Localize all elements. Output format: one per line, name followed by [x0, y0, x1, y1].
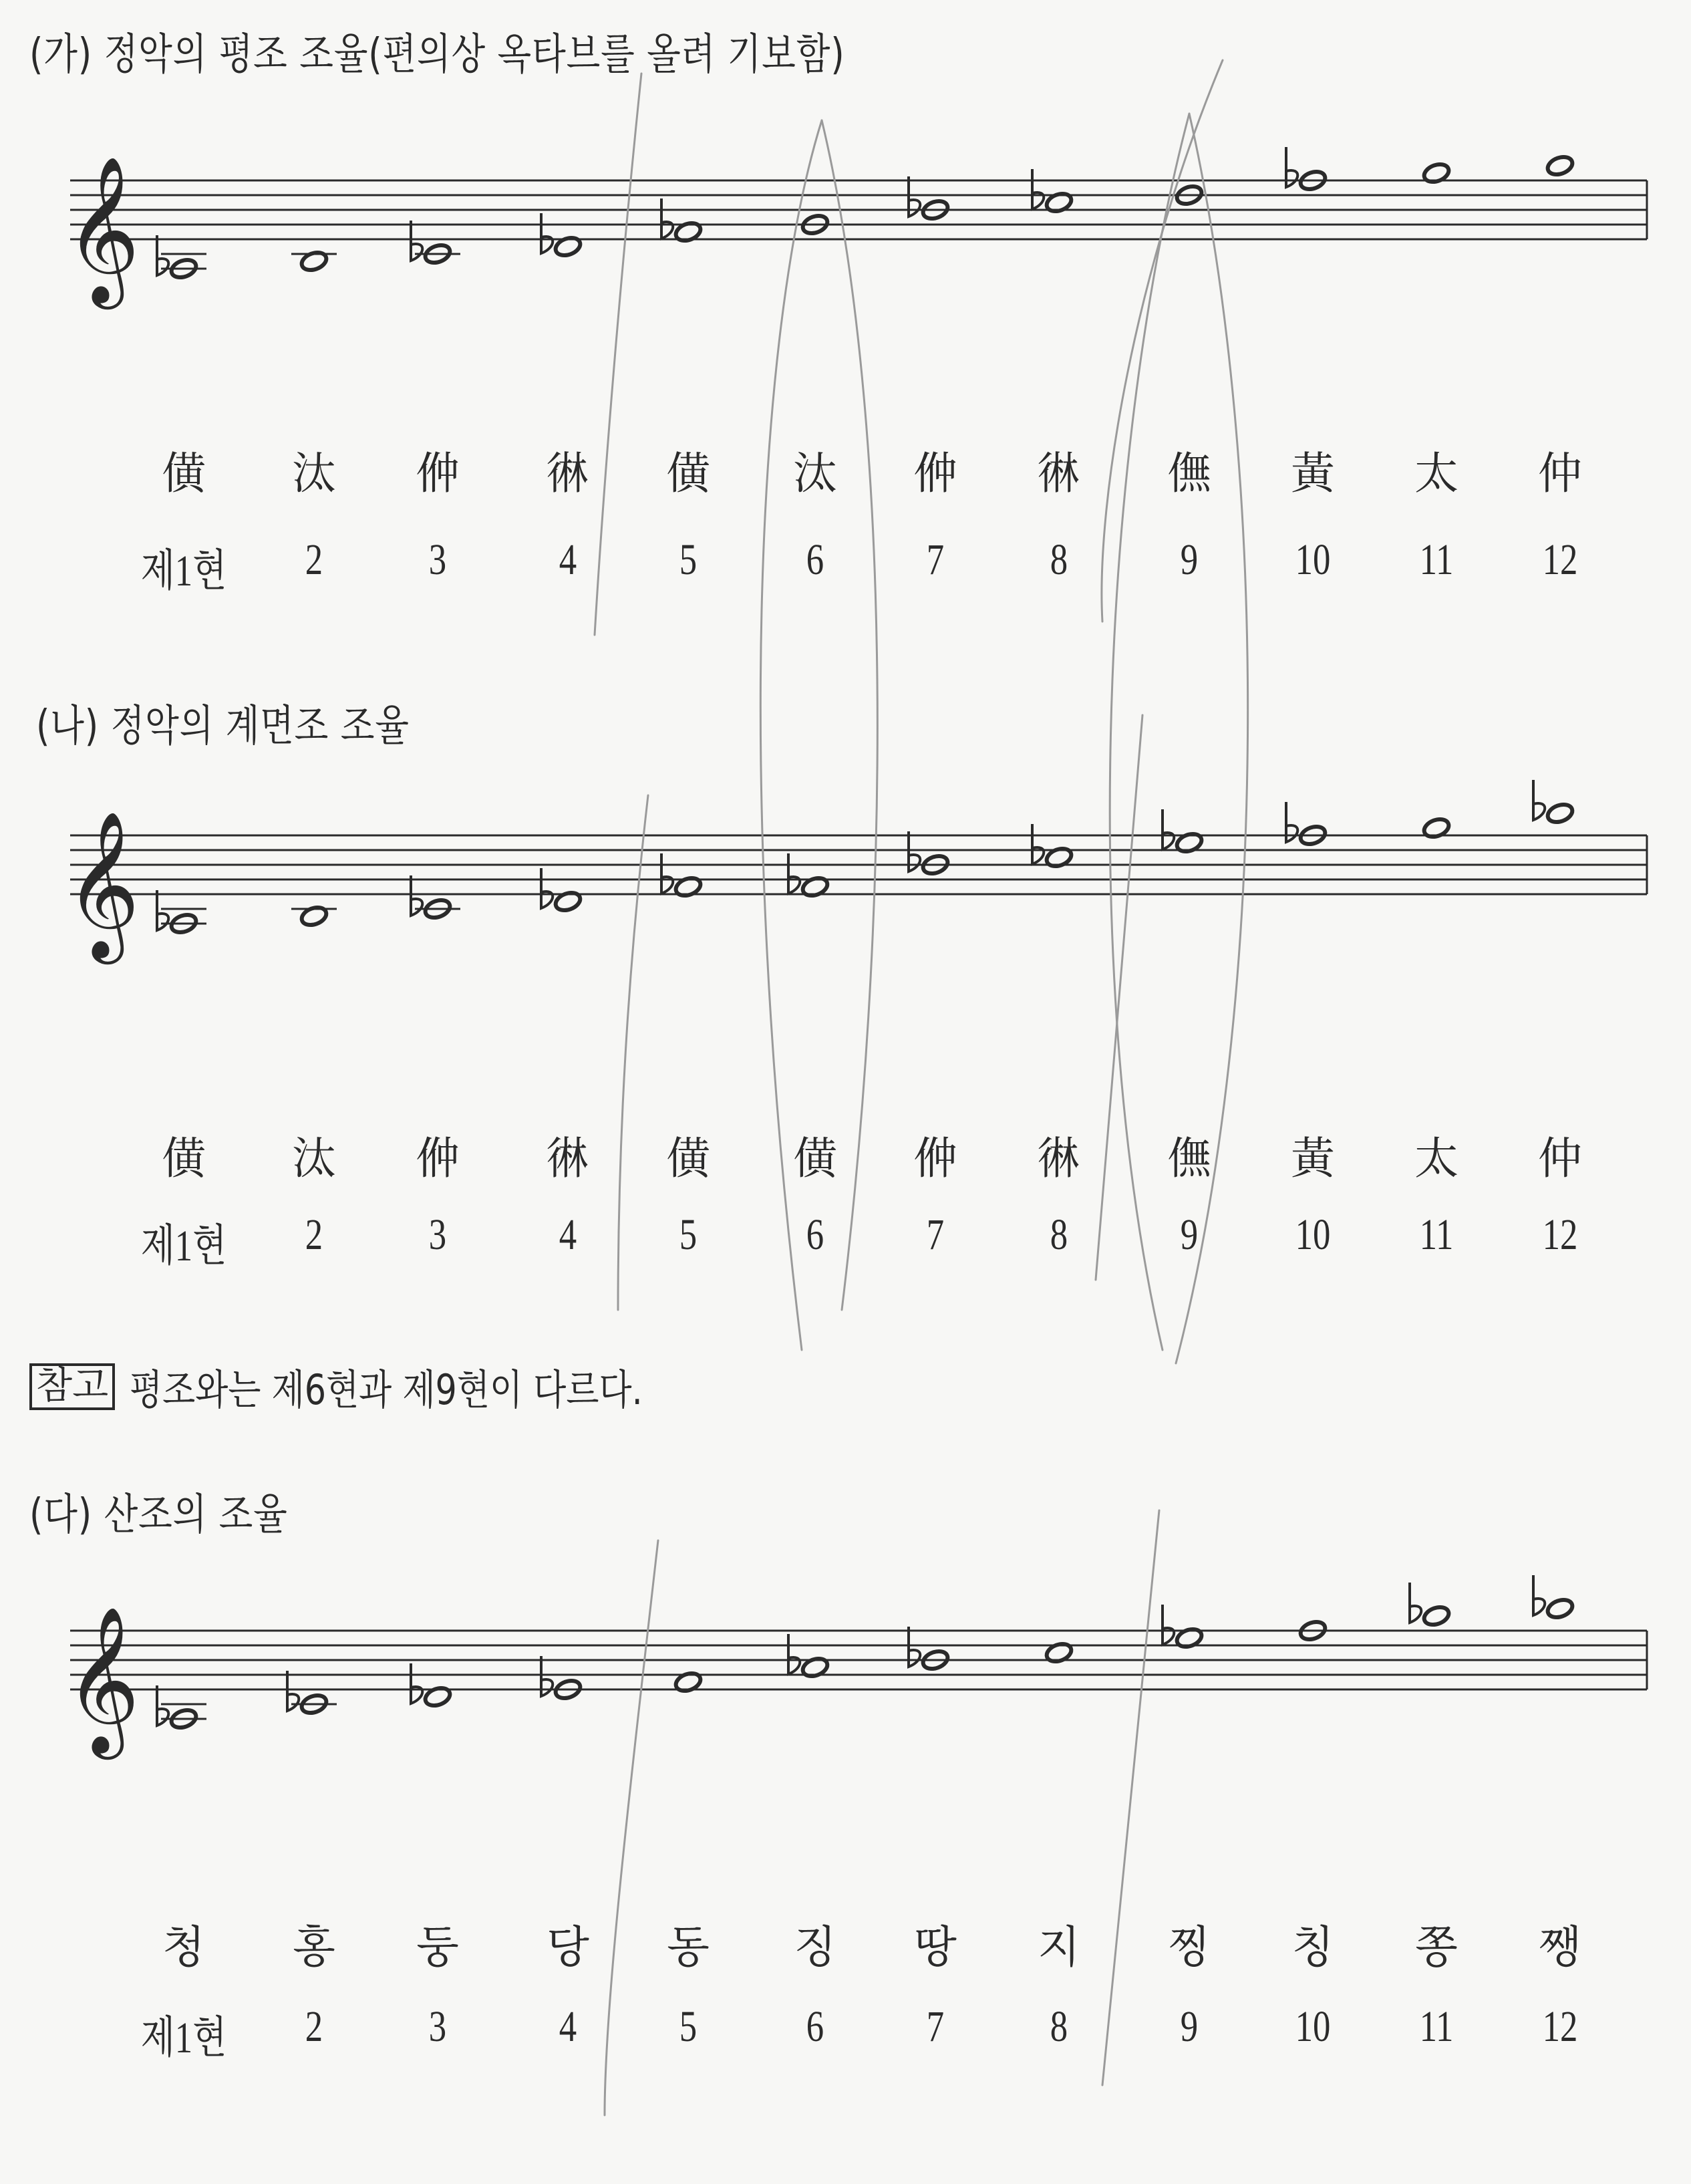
- pitch-name: 칭: [1291, 1921, 1334, 1973]
- note: [411, 1663, 452, 1709]
- pitch-name: 㑖: [913, 1133, 957, 1184]
- pitch-name: 仲: [1538, 1133, 1582, 1184]
- pitch-name: 㑖: [416, 448, 460, 499]
- pitch-name: 지: [1038, 1921, 1080, 1973]
- note: [291, 249, 337, 273]
- flat-sign-icon: [1032, 169, 1044, 209]
- note: [1032, 169, 1074, 215]
- string-number: 7: [926, 2002, 945, 2051]
- pitch-name: 땅: [914, 1921, 957, 1973]
- note: [1032, 824, 1074, 869]
- note: [909, 1627, 950, 1672]
- note: [909, 831, 950, 877]
- note: [411, 221, 460, 266]
- whole-note-head: [1545, 154, 1575, 178]
- treble-clef-icon: 𝄞: [65, 1605, 140, 1753]
- note: [1545, 154, 1575, 178]
- pitch-name: 仲: [1538, 448, 1582, 499]
- pitch-name: 汰: [793, 448, 837, 499]
- pitch-name: 홍: [293, 1921, 335, 1973]
- string-number: 4: [559, 1210, 577, 1259]
- pitch-name: 쨍: [1539, 1921, 1581, 1973]
- string-number: 6: [806, 1210, 824, 1259]
- staff-gyemyeonjo: [0, 789, 1691, 989]
- note: [1163, 809, 1204, 855]
- pitch-name: 㑖: [913, 448, 957, 499]
- string-number: 제1현: [140, 1222, 227, 1270]
- note: [661, 198, 703, 244]
- whole-note-head: [1545, 801, 1575, 825]
- note: [411, 875, 460, 921]
- string-number: 3: [428, 2002, 447, 2051]
- flat-sign-icon: [661, 198, 673, 239]
- note: [541, 1656, 583, 1701]
- string-number: 제1현: [140, 2014, 227, 2062]
- treble-clef-icon: 𝄞: [65, 155, 140, 303]
- note: [661, 853, 703, 899]
- pitch-name: 㒇: [1167, 1133, 1211, 1184]
- string-number: 5: [679, 2002, 698, 2051]
- note: [541, 213, 583, 259]
- string-number: 12: [1542, 1210, 1578, 1259]
- string-number: 8: [1050, 2002, 1068, 2051]
- pitch-name: 찡: [1168, 1921, 1211, 1973]
- note: [1410, 1583, 1451, 1628]
- pitch-name: 汰: [292, 448, 336, 499]
- string-number: 9: [1180, 2002, 1199, 2051]
- note: [1286, 802, 1328, 847]
- flat-sign-icon: [788, 1634, 800, 1674]
- note: [291, 904, 337, 928]
- string-number: 10: [1295, 1210, 1331, 1259]
- pitch-name: 㒇: [1167, 448, 1211, 499]
- string-number: 제1현: [140, 547, 227, 595]
- string-number: 10: [1295, 2002, 1331, 2051]
- pitch-name: 㣩: [546, 1133, 590, 1184]
- flat-sign-icon: [411, 1663, 422, 1703]
- strings-row-pyeongjo: [0, 535, 1691, 608]
- names-row-gyemyeonjo: [0, 1123, 1691, 1196]
- note: [909, 176, 950, 222]
- staff-sanjo: [0, 1584, 1691, 1784]
- flat-sign-icon: [1163, 1605, 1174, 1645]
- names-row-pyeongjo: [0, 438, 1691, 511]
- string-number: 8: [1050, 535, 1068, 584]
- pitch-name: 僙: [666, 1133, 710, 1184]
- heading-gyemyeonjo: (나) 정악의 계면조 조율: [36, 702, 410, 751]
- string-number: 6: [806, 2002, 824, 2051]
- string-number: 4: [559, 2002, 577, 2051]
- pitch-name: 僙: [666, 448, 710, 499]
- string-number: 2: [305, 2002, 323, 2051]
- flat-sign-icon: [541, 213, 553, 253]
- pitch-name: 징: [794, 1921, 836, 1973]
- treble-clef-icon: 𝄞: [65, 810, 140, 958]
- pitch-name: 당: [547, 1921, 589, 1973]
- flat-sign-icon: [788, 853, 800, 894]
- flat-sign-icon: [1533, 780, 1545, 820]
- flat-sign-icon: [1533, 1575, 1545, 1615]
- pitch-name: 㑖: [416, 1133, 460, 1184]
- string-number: 12: [1542, 2002, 1578, 2051]
- string-number: 10: [1295, 535, 1331, 584]
- staff-pyeongjo: [0, 134, 1691, 334]
- note: [157, 235, 206, 281]
- reference-note: [29, 1357, 756, 1416]
- pitch-name: 㣩: [1037, 1133, 1081, 1184]
- string-number: 7: [926, 1210, 945, 1259]
- string-number: 2: [305, 535, 323, 584]
- string-number: 3: [428, 535, 447, 584]
- strings-row-gyemyeonjo: [0, 1210, 1691, 1283]
- pitch-name: 쫑: [1415, 1921, 1458, 1973]
- heading-pyeongjo: (가) 정악의 평조 조율(편의상 옥타브를 올려 기보함): [29, 30, 845, 80]
- pitch-name: 㣩: [1037, 448, 1081, 499]
- string-number: 8: [1050, 1210, 1068, 1259]
- string-number: 5: [679, 1210, 698, 1259]
- string-number: 2: [305, 1210, 323, 1259]
- flat-sign-icon: [1163, 809, 1174, 849]
- note: [1533, 780, 1575, 825]
- flat-sign-icon: [541, 868, 553, 908]
- whole-note-head: [1422, 1604, 1451, 1628]
- pitch-name: 太: [1414, 1133, 1458, 1184]
- pitch-name: 僙: [162, 448, 206, 499]
- whole-note-head: [1545, 1597, 1575, 1621]
- string-number: 3: [428, 1210, 447, 1259]
- pitch-name: 청: [162, 1921, 205, 1973]
- string-number: 6: [806, 535, 824, 584]
- pitch-name: 㣩: [546, 448, 590, 499]
- pitch-name: 僙: [162, 1133, 206, 1184]
- reference-text: 평조와는 제6현과 제9현이 다르다.: [130, 1365, 643, 1414]
- note: [788, 853, 830, 899]
- string-number: 11: [1419, 2002, 1454, 2051]
- note: [1286, 147, 1328, 192]
- flat-sign-icon: [1410, 1583, 1421, 1623]
- note: [1533, 1575, 1575, 1621]
- string-number: 11: [1419, 1210, 1454, 1259]
- string-number: 4: [559, 535, 577, 584]
- pitch-name: 太: [1414, 448, 1458, 499]
- note: [287, 1671, 337, 1716]
- pitch-name: 僙: [793, 1133, 837, 1184]
- strings-row-sanjo: [0, 2002, 1691, 2075]
- note: [157, 1685, 206, 1731]
- flat-sign-icon: [661, 853, 673, 894]
- string-number: 12: [1542, 535, 1578, 584]
- heading-sanjo: (다) 산조의 조율: [29, 1490, 288, 1540]
- pitch-name: 汰: [292, 1133, 336, 1184]
- note: [1163, 1605, 1204, 1650]
- string-number: 11: [1419, 535, 1454, 584]
- reference-label: 참고: [29, 1363, 115, 1410]
- string-number: 9: [1180, 535, 1199, 584]
- pitch-name: 동: [667, 1921, 710, 1973]
- string-number: 5: [679, 535, 698, 584]
- pitch-name: 黃: [1291, 1133, 1335, 1184]
- flat-sign-icon: [1032, 824, 1044, 864]
- string-number: 7: [926, 535, 945, 584]
- names-row-sanjo: [0, 1911, 1691, 1985]
- note: [788, 1634, 830, 1679]
- pitch-name: 黃: [1291, 448, 1335, 499]
- note: [157, 890, 206, 936]
- pitch-name: 둥: [416, 1921, 459, 1973]
- note: [541, 868, 583, 914]
- string-number: 9: [1180, 1210, 1199, 1259]
